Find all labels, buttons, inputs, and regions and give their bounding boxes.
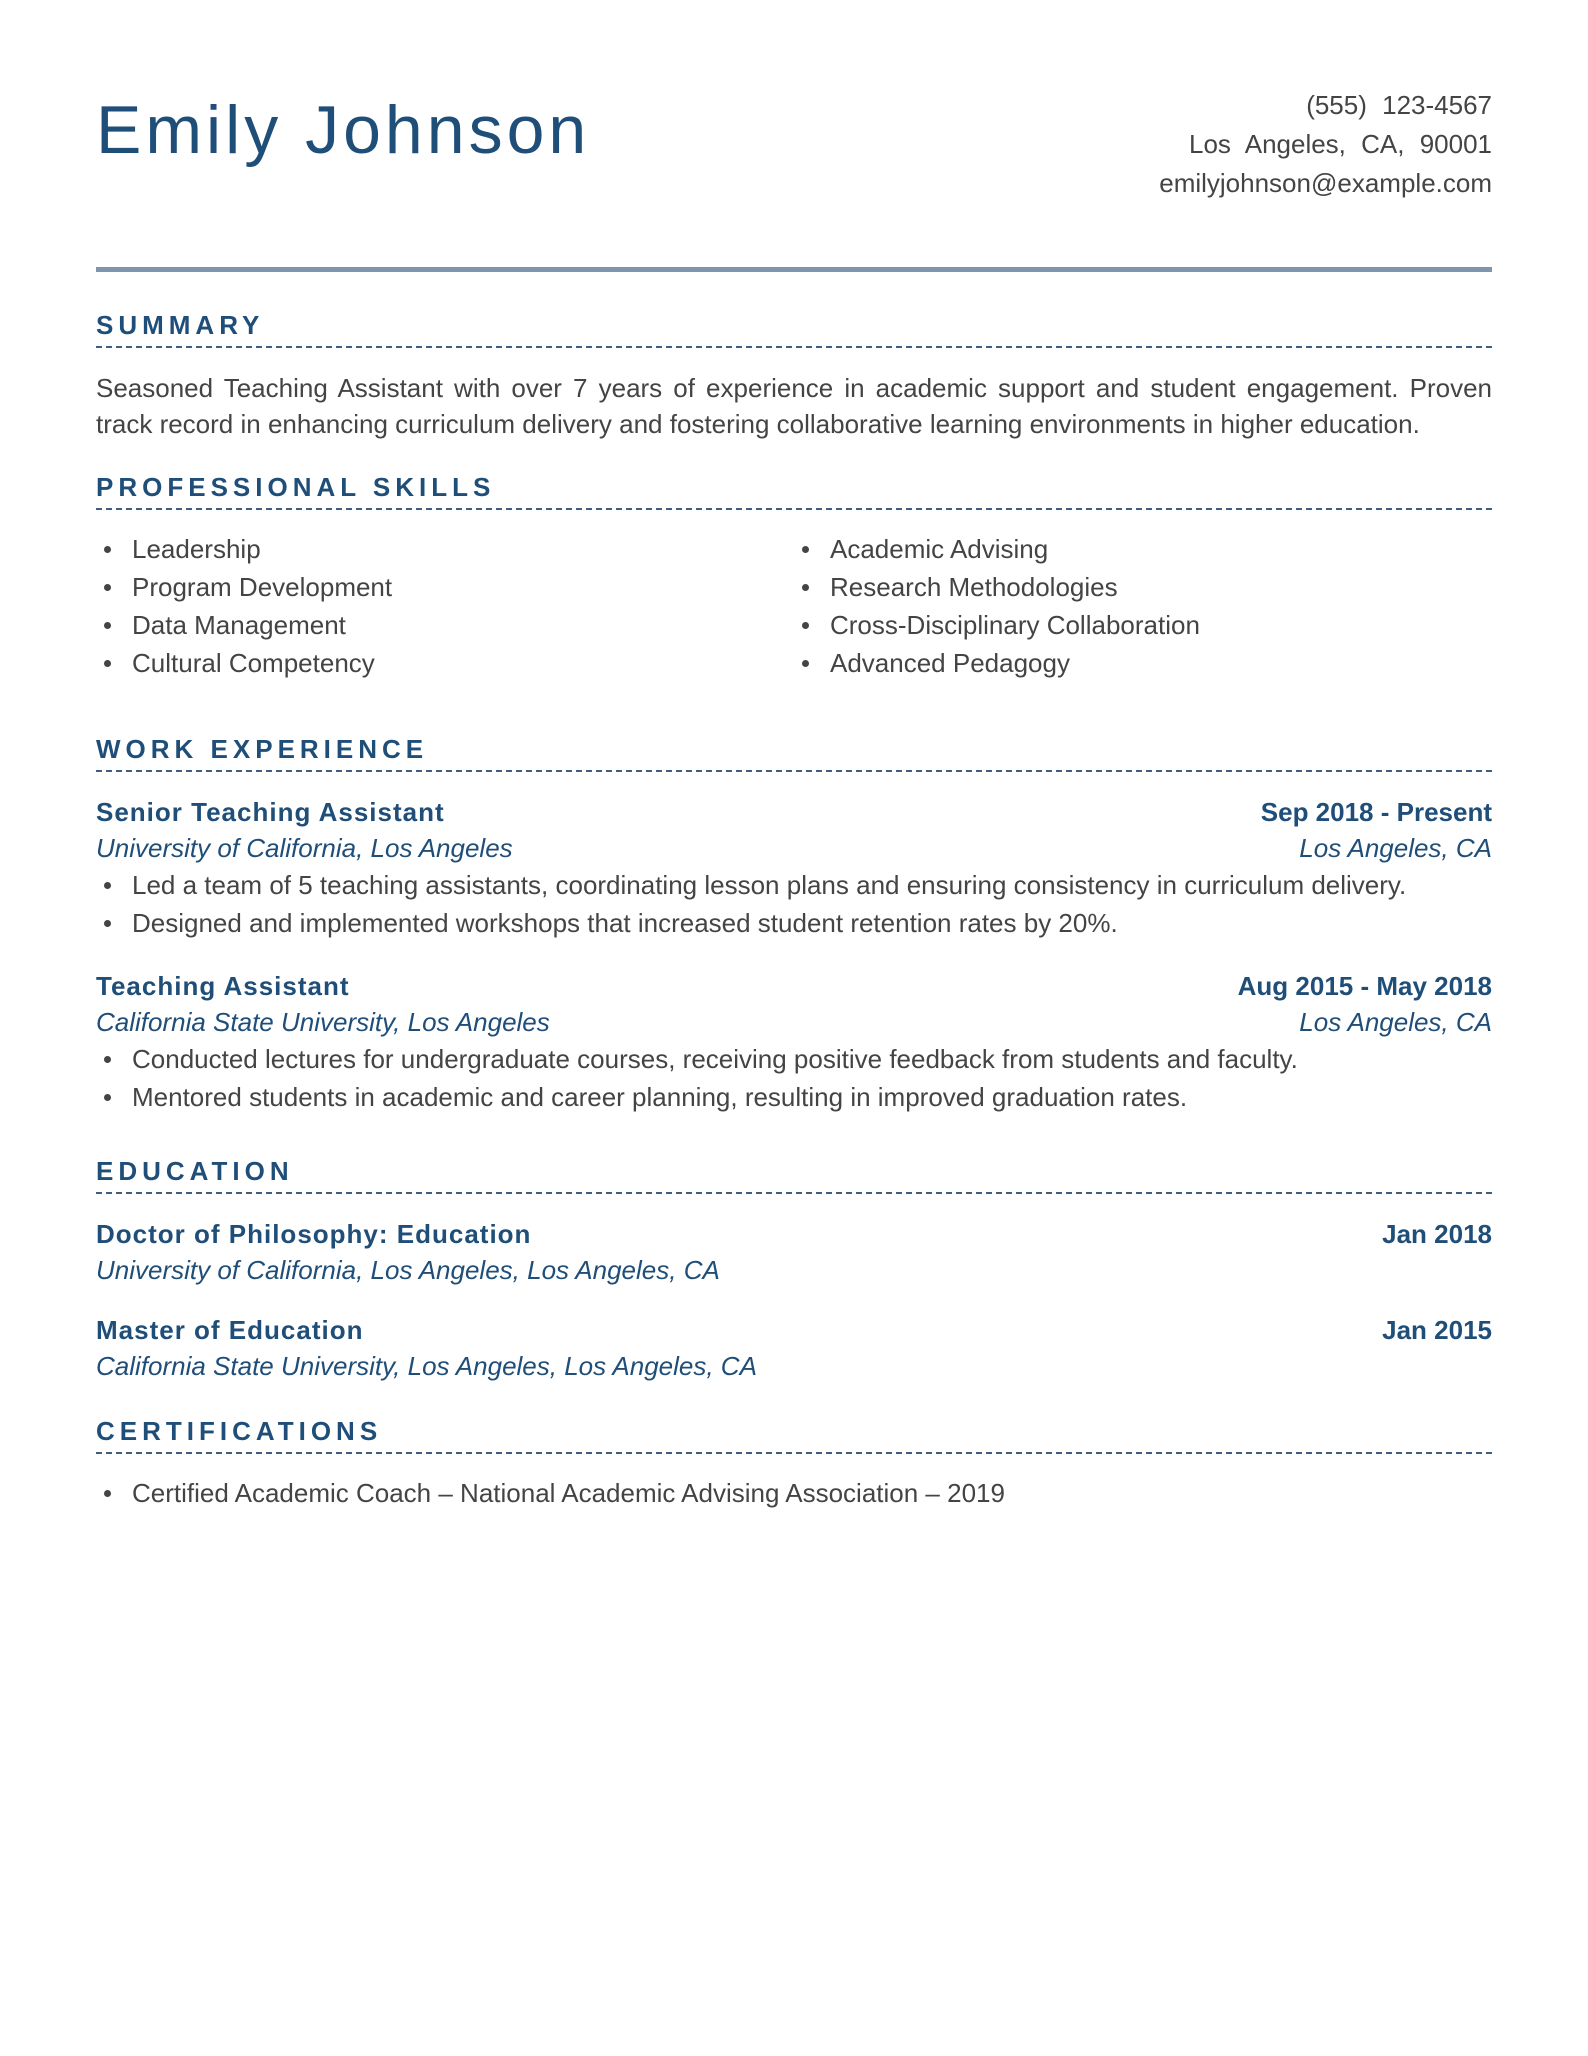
skills-column-left: [96, 530, 794, 682]
summary-section: [96, 312, 1492, 442]
education-entry: [96, 1216, 1492, 1288]
job-bullet: Mentored students in academic and career planning, resulting in improved graduation rates.: [96, 1078, 1492, 1116]
job-header-row: [96, 794, 1492, 830]
education-header-row: [96, 1216, 1492, 1252]
section-title-experience: WORK EXPERIENCE: [96, 736, 1492, 772]
section-title-skills: PROFESSIONAL SKILLS: [96, 474, 1492, 510]
school: University of California, Los Angeles, Los Angeles, CA: [96, 1255, 720, 1285]
skill-item: Data Management: [96, 606, 794, 644]
education-entry: [96, 1312, 1492, 1384]
summary-text: Seasoned Teaching Assistant with over 7 years of experience in academic support and student engagement. Proven track record in enhancing curriculum delivery and fostering collaborative learning environments in higher education.: [96, 373, 1492, 439]
degree: Master of Education: [96, 1315, 364, 1345]
job-location: Los Angeles, CA: [1299, 1007, 1492, 1037]
skill-item: Academic Advising: [794, 530, 1492, 568]
education-section: [96, 1158, 1492, 1384]
job-header-row: [96, 968, 1492, 1004]
school: California State University, Los Angeles, Los Angeles, CA: [96, 1351, 757, 1381]
degree-date: Jan 2015: [1382, 1315, 1492, 1345]
certification-item: Certified Academic Coach – National Academic Advising Association – 2019: [96, 1474, 1492, 1512]
job-organization: California State University, Los Angeles: [96, 1007, 550, 1037]
phone-number: (555) 123-4567: [1306, 90, 1492, 120]
email-address: emilyjohnson@example.com: [1159, 168, 1492, 198]
skill-item: Cultural Competency: [96, 644, 794, 682]
contact-block: [1159, 86, 1492, 203]
location: Los Angeles, CA, 90001: [1189, 129, 1492, 159]
job-bullets: [96, 1040, 1492, 1116]
job-role: Senior Teaching Assistant: [96, 797, 445, 827]
section-title-certifications: CERTIFICATIONS: [96, 1418, 1492, 1454]
job-org-row: [96, 1004, 1492, 1040]
skills-column-right: [794, 530, 1492, 682]
experience-section: [96, 736, 1492, 1116]
section-title-summary: SUMMARY: [96, 312, 1492, 348]
skill-item: Program Development: [96, 568, 794, 606]
skill-item: Research Methodologies: [794, 568, 1492, 606]
job-entry: [96, 968, 1492, 1116]
degree: Doctor of Philosophy: Education: [96, 1219, 532, 1249]
section-title-education: EDUCATION: [96, 1158, 1492, 1194]
job-organization: University of California, Los Angeles: [96, 833, 513, 863]
job-bullet: Designed and implemented workshops that increased student retention rates by 20%.: [96, 904, 1492, 942]
job-bullet: Led a team of 5 teaching assistants, coordinating lesson plans and ensuring consistency in curriculum delivery.: [96, 866, 1492, 904]
job-bullets: [96, 866, 1492, 942]
skill-item: Cross-Disciplinary Collaboration: [794, 606, 1492, 644]
education-header-row: [96, 1312, 1492, 1348]
certification-list: [96, 1474, 1492, 1512]
certifications-section: [96, 1418, 1492, 1512]
skill-item: Advanced Pedagogy: [794, 644, 1492, 682]
header-divider: [96, 267, 1492, 272]
job-bullet: Conducted lectures for undergraduate courses, receiving positive feedback from students and faculty.: [96, 1040, 1492, 1078]
skills-grid: [96, 530, 1492, 682]
job-org-row: [96, 830, 1492, 866]
skills-section: [96, 474, 1492, 682]
job-dates: Aug 2015 - May 2018: [1237, 971, 1492, 1001]
resume-header: [96, 0, 1492, 268]
job-entry: [96, 794, 1492, 942]
skill-item: Leadership: [96, 530, 794, 568]
job-role: Teaching Assistant: [96, 971, 350, 1001]
degree-date: Jan 2018: [1382, 1219, 1492, 1249]
job-location: Los Angeles, CA: [1299, 833, 1492, 863]
candidate-name: Emily Johnson: [96, 92, 591, 168]
job-dates: Sep 2018 - Present: [1260, 797, 1492, 827]
